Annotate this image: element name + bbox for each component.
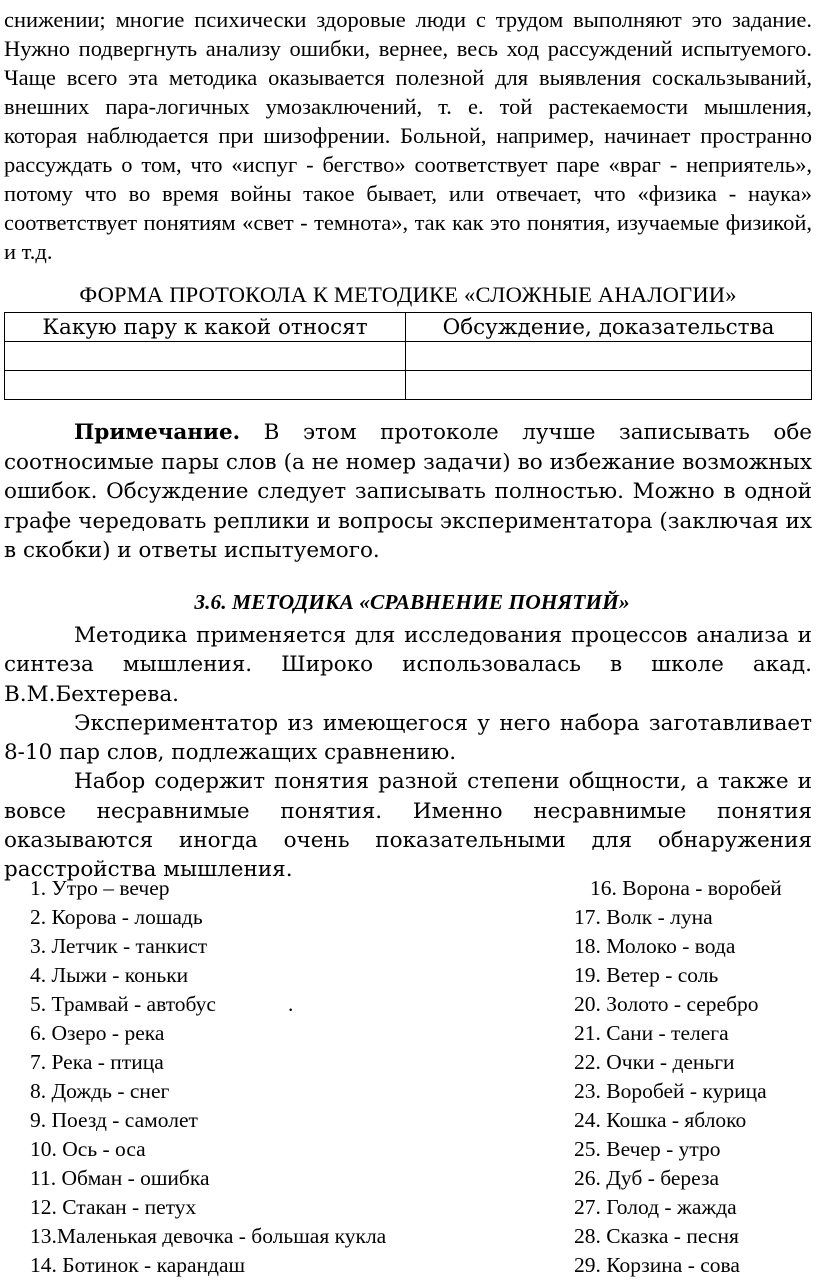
protocol-title: ФОРМА ПРОТОКОЛА К МЕТОДИКЕ «СЛОЖНЫЕ АНАЛОГИИ»: [79, 282, 737, 307]
note-block: [4, 418, 812, 566]
word-pair-right: 29. Корзина - сова: [574, 1253, 740, 1277]
protocol-cell: [406, 371, 812, 400]
word-pair-left: 11. Обман - ошибка: [30, 1166, 210, 1190]
word-pair-right: 16. Ворона - воробей: [590, 876, 782, 900]
word-pair-row: [4, 1222, 812, 1251]
word-pair-left: 9. Поезд - самолет: [30, 1108, 198, 1132]
word-pair-row: [4, 903, 812, 932]
section-paragraph: Методика применяется для исследования процессов анализа и синтеза мышления. Широко использовалась в школе акад. В.М.Бехтерева.: [4, 623, 812, 707]
note-text: В этом протоколе лучше записывать обе соотносимые пары слов (а не номер задачи) во избежание возможных ошибок. Обсуждение следует записывать полностью. Можно в одной графе чередовать реплики и вопросы экспериментатора (заключая их в скобки) и ответы испытуемого.: [4, 420, 812, 563]
section-paragraph: Набор содержит понятия разной степени общности, а также и вовсе несравнимые понятия. Именно несравнимые понятия оказываются иногда очень показательными для обнаружения расстройства мышления.: [4, 769, 812, 883]
word-pair-row: [4, 1106, 812, 1135]
word-pair-row: [4, 932, 812, 961]
protocol-header-discussion: Обсуждение, доказательства: [406, 313, 812, 342]
word-pair-left: 1. Утро – вечер: [30, 876, 170, 900]
word-pair-left: 8. Дождь - снег: [30, 1079, 170, 1103]
word-pair-row: [4, 1019, 812, 1048]
word-pair-row: [4, 961, 812, 990]
intro-text: снижении; многие психически здоровые люди с трудом выполняют это задание. Нужно подвергнуть анализу ошибки, вернее, весь ход рассуждений испытуемого. Чаще всего эта методика оказывается полезной для выявления соскальзываний, внешних пара-логичных умозаключений, т. е. той растекаемости мышления, которая наблюдается при шизофрении. Больной, например, начинает пространно рассуждать о том, что «испуг - бегство» соответствует паре «враг - неприятель», потому что во время войны такое бывает, или отвечает, что «физика - наука» соответствует понятиям «свет - темнота», так как это понятия, изучаемые физикой, и т.д.: [4, 7, 812, 264]
protocol-cell: [5, 342, 406, 371]
word-pair-right: 26. Дуб - береза: [574, 1166, 720, 1190]
word-pair-right: 21. Сани - телега: [574, 1021, 729, 1045]
word-pair-right: 19. Ветер - соль: [574, 963, 719, 987]
word-pair-left: 6. Озеро - река: [30, 1021, 165, 1045]
word-pair-left: 4. Лыжи - коньки: [30, 963, 189, 987]
section-body: [4, 621, 812, 885]
word-pair-row: [4, 1077, 812, 1106]
word-pair-row: [4, 1193, 812, 1222]
word-pair-left: 10. Ось - оса: [30, 1137, 146, 1161]
protocol-table: [4, 312, 812, 400]
protocol-header-pair: Какую пару к какой относят: [5, 313, 406, 342]
section-paragraph: Экспериментатор из имеющегося у него набора заготавливает 8-10 пар слов, подлежащих сравнению.: [4, 710, 812, 766]
note-paragraph: [4, 418, 812, 566]
word-pair-right: 20. Золото - серебро: [574, 992, 759, 1016]
word-pair-left: 3. Летчик - танкист: [30, 934, 208, 958]
word-pair-right: 27. Голод - жажда: [574, 1195, 737, 1219]
word-pair-right: 17. Волк - луна: [574, 905, 713, 929]
word-pair-row: [4, 1048, 812, 1077]
protocol-empty-row: [5, 342, 812, 371]
protocol-cell: [5, 371, 406, 400]
section-heading: 3.6. МЕТОДИКА «СРАВНЕНИЕ ПОНЯТИЙ»: [194, 590, 630, 614]
word-pair-left: 12. Стакан - петух: [30, 1195, 197, 1219]
word-pair-left: 14. Ботинок - карандаш: [30, 1253, 246, 1277]
protocol-cell: [406, 342, 812, 371]
word-pair-right: 24. Кошка - яблоко: [574, 1108, 747, 1132]
intro-paragraph: [4, 5, 812, 266]
word-pair-right: 18. Молоко - вода: [574, 934, 736, 958]
word-pair-row: [4, 1164, 812, 1193]
word-pair-right: 25. Вечер - утро: [574, 1137, 721, 1161]
word-pair-right: 28. Сказка - песня: [574, 1224, 739, 1248]
word-pair-row: [4, 990, 812, 1019]
word-pair-right: 23. Воробей - курица: [574, 1079, 767, 1103]
word-pair-left: 2. Корова - лошадь: [30, 905, 203, 929]
word-pair-row: [4, 1251, 812, 1280]
protocol-empty-row: [5, 371, 812, 400]
protocol-header-row: [5, 313, 812, 342]
word-pair-left: 7. Река - птица: [30, 1050, 164, 1074]
word-pair-left: 5. Трамвай - автобус: [30, 992, 216, 1016]
word-pair-row: [4, 874, 812, 903]
word-pair-row: [4, 1135, 812, 1164]
word-pairs-list: [4, 874, 812, 1280]
word-pair-left: 13.Маленькая девочка - большая кукла: [30, 1224, 387, 1248]
word-pair-right: 22. Очки - деньги: [574, 1050, 735, 1074]
stray-dot: .: [288, 992, 294, 1016]
note-label: Примечание.: [74, 420, 241, 445]
